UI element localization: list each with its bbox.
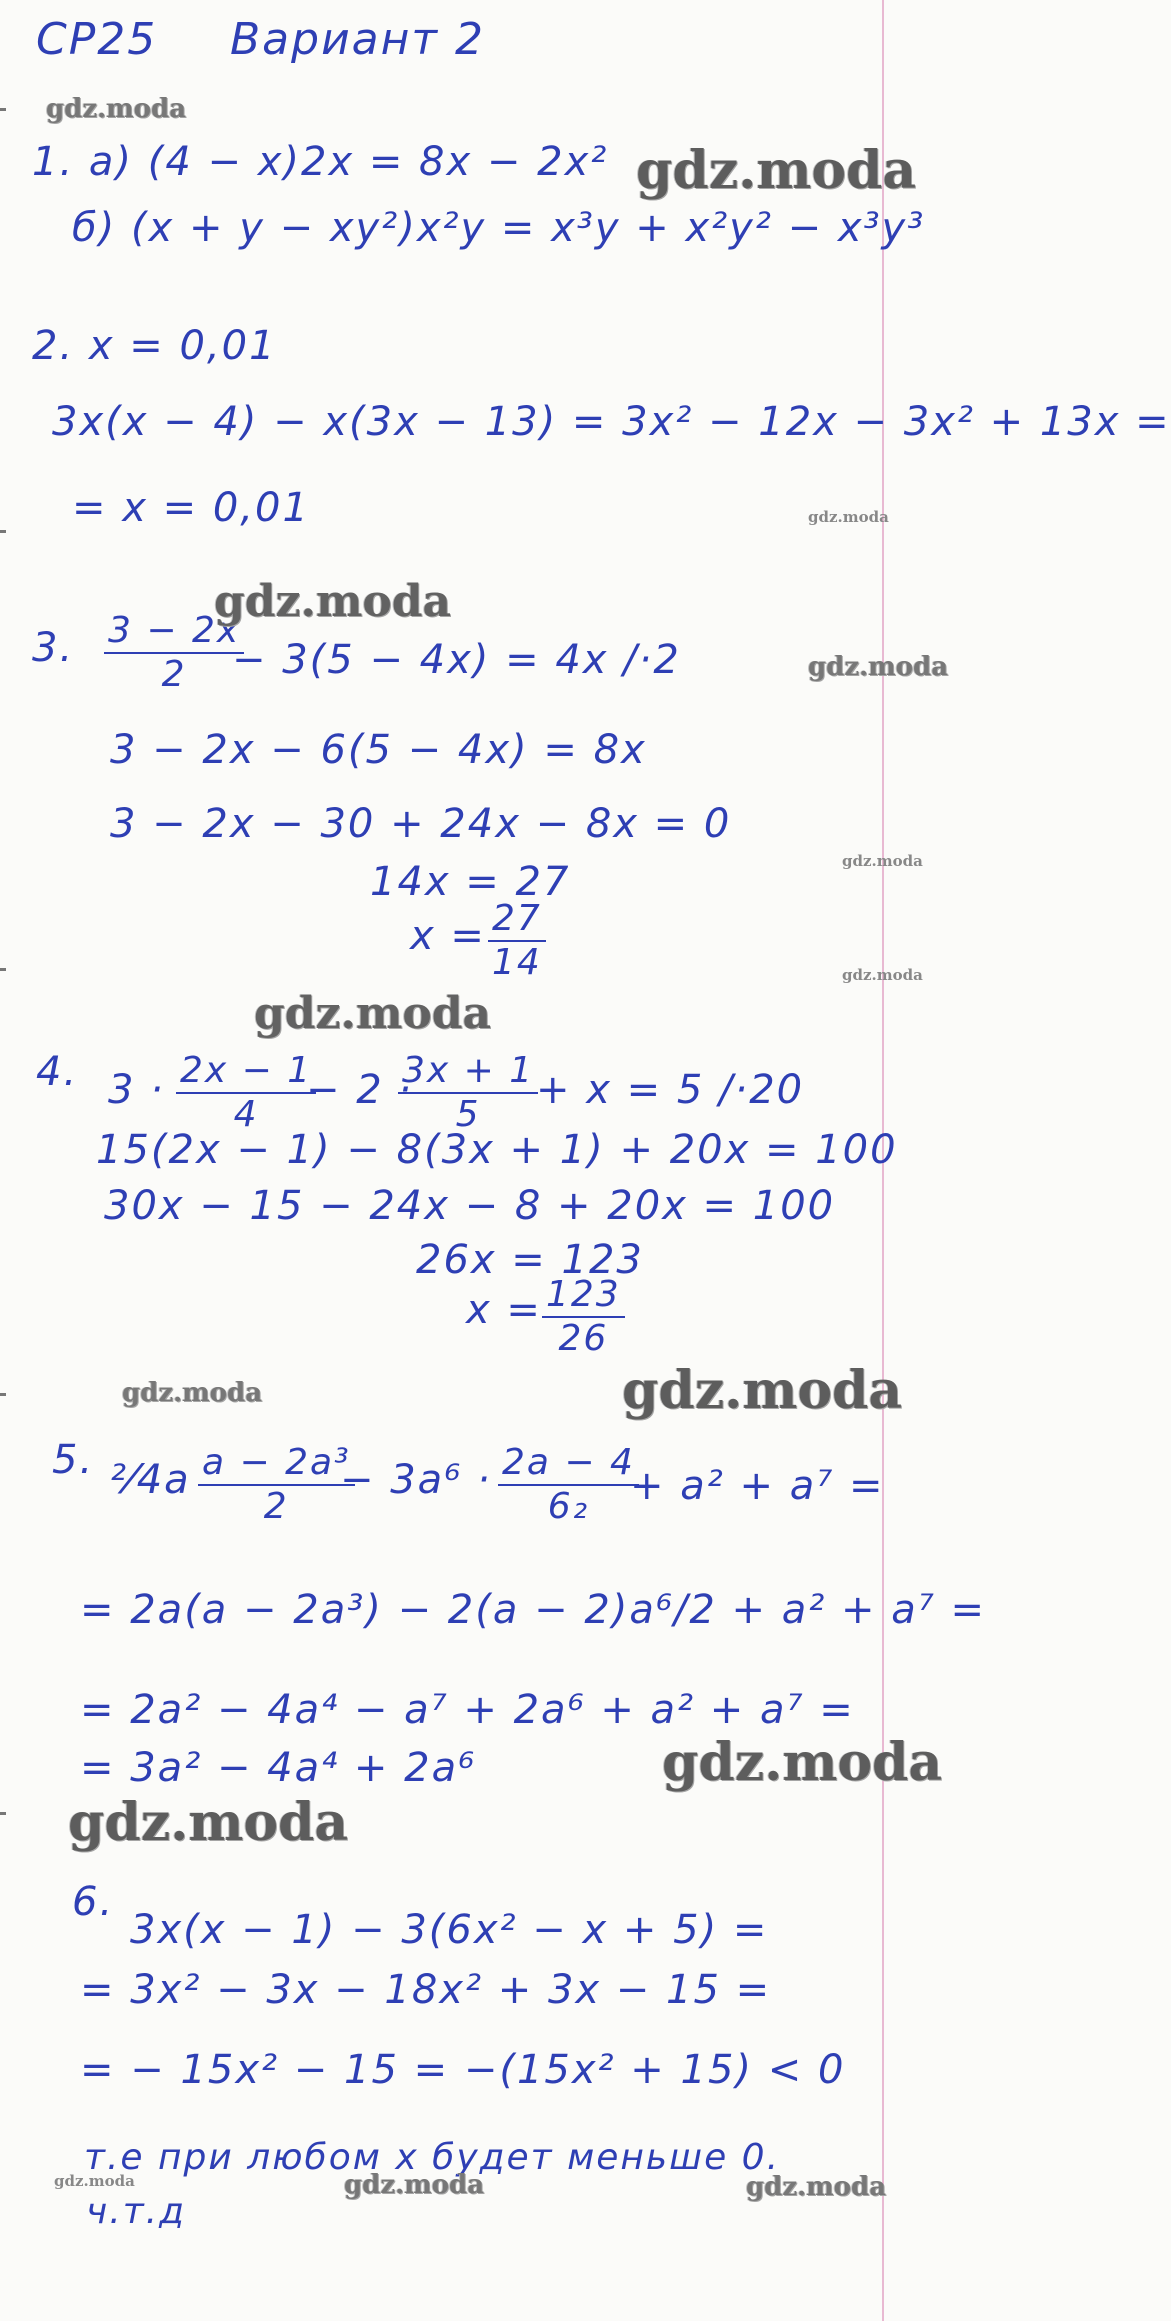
task3-answer-num: 27 xyxy=(488,900,546,942)
task5-f1-num: a − 2a³ xyxy=(198,1444,355,1486)
margin-tick xyxy=(0,968,6,971)
watermark: gdz.moda xyxy=(636,140,917,201)
task4-f2-num: 3x + 1 xyxy=(398,1052,538,1094)
task4-answer-num: 123 xyxy=(542,1276,625,1318)
watermark: gdz.moda xyxy=(54,2172,135,2190)
task4-tail: + x = 5 /·20 xyxy=(536,1067,805,1113)
task4-line3: 30x − 15 − 24x − 8 + 20x = 100 xyxy=(104,1183,836,1229)
task2-given: 2. x = 0,01 xyxy=(32,323,277,369)
margin-tick xyxy=(0,108,6,111)
watermark: gdz.moda xyxy=(68,1792,349,1853)
task5-label: 5. xyxy=(52,1437,95,1483)
task6-qed: ч.т.д xyxy=(86,2191,187,2232)
task4-fraction-1 xyxy=(176,1052,316,1134)
header-code: СР25 xyxy=(36,14,158,65)
task5-f2-num: 2a − 4 xyxy=(498,1444,639,1486)
task6-line3: = − 15x² − 15 = −(15x² + 15) < 0 xyxy=(80,2047,846,2093)
task3-line2: 3 − 2x − 6(5 − 4x) = 8x xyxy=(110,727,647,773)
task3-rest: − 3(5 − 4x) = 4x /·2 xyxy=(232,637,681,683)
task6-label: 6. xyxy=(72,1879,115,1925)
task4-line4: 26x = 123 xyxy=(416,1237,644,1283)
task4-line2: 15(2x − 1) − 8(3x + 1) + 20x = 100 xyxy=(96,1127,898,1173)
watermark: gdz.moda xyxy=(662,1732,943,1793)
task4-mid: − 2 · xyxy=(306,1067,414,1113)
task2-line2: = x = 0,01 xyxy=(72,485,310,531)
task3-frac-den: 2 xyxy=(161,653,187,695)
header-variant: Вариант 2 xyxy=(230,14,486,65)
task5-line2: = 2a(a − 2a³) − 2(a − 2)a⁶/2 + a² + a⁷ = xyxy=(80,1587,987,1633)
task4-label: 4. xyxy=(36,1049,79,1095)
task4-f1-num: 2x − 1 xyxy=(176,1052,316,1094)
task3-line5-lhs: x = xyxy=(410,913,486,959)
task4-f1-den: 4 xyxy=(233,1093,259,1135)
task4-answer-den: 26 xyxy=(558,1317,609,1359)
task4-fraction-2 xyxy=(398,1052,538,1134)
task2-line1: 3x(x − 4) − x(3x − 13) = 3x² − 12x − 3x² + 13x = xyxy=(52,399,1171,445)
watermark: gdz.moda xyxy=(214,576,452,627)
task4-line5-lhs: x = xyxy=(466,1287,542,1333)
task6-line1: 3x(x − 1) − 3(6x² − x + 5) = xyxy=(130,1907,769,1953)
watermark: gdz.moda xyxy=(808,508,889,526)
watermark: gdz.moda xyxy=(254,988,492,1039)
task5-f1-den: 2 xyxy=(263,1485,289,1527)
task3-line3: 3 − 2x − 30 + 24x − 8x = 0 xyxy=(110,801,732,847)
task5-mid: − 3a⁶ · xyxy=(340,1457,492,1503)
watermark: gdz.moda xyxy=(746,2172,887,2202)
margin-tick xyxy=(0,1393,6,1396)
task3-answer-den: 14 xyxy=(492,941,542,983)
task3-answer-fraction xyxy=(488,900,546,982)
task6-line2: = 3x² − 3x − 18x² + 3x − 15 = xyxy=(80,1967,772,2013)
watermark: gdz.moda xyxy=(842,966,923,984)
margin-tick xyxy=(0,530,6,533)
task6-conclusion: т.е при любом x будет меньше 0. xyxy=(84,2137,781,2178)
task3-line4: 14x = 27 xyxy=(370,859,571,905)
task3-frac-num: 3 − 2x xyxy=(104,612,244,654)
task5-f2-den: 6₂ xyxy=(547,1485,590,1527)
task5-fraction-1 xyxy=(198,1444,355,1526)
watermark: gdz.moda xyxy=(46,94,187,124)
margin-tick xyxy=(0,1812,6,1815)
task5-fraction-2 xyxy=(498,1444,639,1526)
task5-lead: ²⁄4a xyxy=(110,1457,191,1503)
task4-f2-den: 5 xyxy=(455,1093,481,1135)
watermark: gdz.moda xyxy=(622,1360,903,1421)
watermark: gdz.moda xyxy=(808,652,949,682)
watermark: gdz.moda xyxy=(344,2170,485,2200)
task1-a: 1. а) (4 − x)2x = 8x − 2x² xyxy=(32,139,609,185)
task4-answer-fraction xyxy=(542,1276,625,1358)
watermark: gdz.moda xyxy=(122,1378,263,1408)
watermark: gdz.moda xyxy=(842,852,923,870)
task3-label: 3. xyxy=(32,625,75,671)
task4-lead: 3 · xyxy=(108,1067,165,1113)
task5-line3: = 2a² − 4a⁴ − a⁷ + 2a⁶ + a² + a⁷ = xyxy=(80,1687,855,1733)
task5-line4: = 3a² − 4a⁴ + 2a⁶ xyxy=(80,1745,477,1791)
task5-tail: + a² + a⁷ = xyxy=(630,1463,885,1509)
task1-b: б) (x + y − xy²)x²y = x³y + x²y² − x³y³ xyxy=(72,205,926,251)
